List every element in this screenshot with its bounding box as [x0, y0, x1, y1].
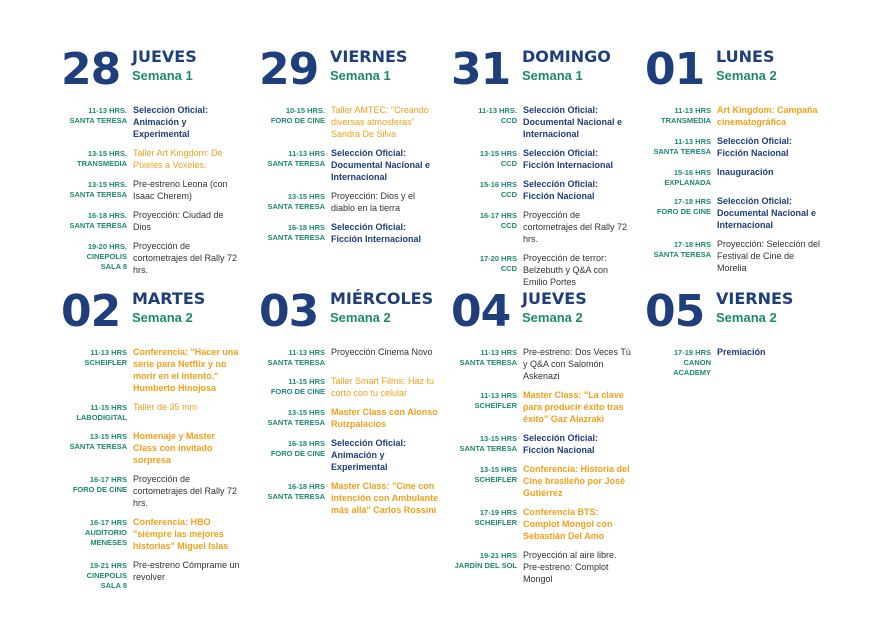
event-item — [259, 190, 449, 214]
day-number: 01 — [645, 44, 705, 95]
event-venue: SANTA TERESA — [69, 116, 127, 125]
event-venue-detail: MENESES — [90, 538, 127, 547]
event-title: Pre-estreno: Dos Veces Tú y Q&A con Salomón Askenazi — [523, 347, 631, 381]
week-label: Semana 2 — [716, 68, 777, 83]
event-when — [61, 178, 127, 202]
day-block — [259, 46, 449, 252]
event-when — [645, 238, 711, 274]
day-block — [259, 288, 449, 523]
event-item — [61, 559, 251, 591]
event-item — [259, 480, 449, 516]
event-time: 11-13 HRS — [480, 391, 517, 400]
event-item — [451, 209, 641, 245]
week-label: Semana 2 — [522, 310, 583, 325]
event-title: Inauguración — [717, 167, 774, 177]
event-title: Conferencia BTS: Complot Mongol con Sebastián Del Amo — [523, 507, 613, 541]
event-venue: SANTA TERESA — [267, 358, 325, 367]
event-item — [61, 516, 251, 552]
event-title: Selección Oficial: Ficción Nacional — [523, 179, 599, 201]
event-title: Premiación — [717, 347, 766, 357]
event-item — [61, 346, 251, 394]
event-when — [451, 506, 517, 542]
event-venue: SANTA TERESA — [267, 202, 325, 211]
event-when — [451, 389, 517, 425]
event-list — [61, 104, 251, 276]
event-when — [259, 104, 325, 140]
event-item — [61, 147, 251, 171]
event-title: Master Class con Alonso Ruizpalacios — [331, 407, 438, 429]
event-time: 16-18 HRS — [287, 223, 325, 232]
event-time: 19-21 HRS — [89, 561, 127, 570]
event-list — [259, 104, 449, 245]
event-venue: FORO DE CINE — [270, 449, 325, 458]
event-when — [645, 104, 711, 128]
event-time: 17-20 HRS — [479, 254, 517, 263]
event-title: Master Class: "La clave para producir éxito tras éxito" Gaz Alazraki — [523, 390, 624, 424]
day-name: MIÉRCOLES — [330, 289, 434, 308]
event-when — [645, 166, 711, 188]
event-time: 11-13 HRS — [288, 149, 325, 158]
event-time: 11-13 HRS — [674, 137, 711, 146]
event-time: 16-17 HRS — [479, 211, 517, 220]
event-item — [61, 209, 251, 233]
event-title: Selección Oficial: Documental Nacional e Internacional — [717, 196, 817, 230]
event-venue: EXPLANADA — [664, 178, 711, 187]
event-when — [61, 346, 127, 394]
event-venue: CCD — [500, 159, 517, 168]
event-when — [61, 209, 127, 233]
event-when — [61, 516, 127, 552]
day-header — [451, 288, 641, 340]
event-time: 17-19 HRS — [479, 508, 517, 517]
event-title: Selección Oficial: Ficción Nacional — [717, 136, 793, 158]
week-label: Semana 1 — [132, 68, 193, 83]
event-time: 17-18 HRS — [673, 240, 711, 249]
event-item — [645, 166, 835, 188]
event-time: 11-13 HRS — [288, 348, 325, 357]
event-item — [259, 346, 449, 368]
day-header — [259, 46, 449, 98]
event-time: 19-21 HRS — [479, 551, 517, 560]
event-venue: FORO DE CINE — [270, 387, 325, 396]
event-title: Taller Art Kingdom: De Píxeles a Voxeles. — [133, 148, 223, 170]
event-venue: CANON ACADEMY — [673, 358, 711, 377]
event-when — [645, 346, 711, 378]
event-title: Selección Oficial: Ficción Internacional — [523, 148, 614, 170]
event-venue: CINEPOLIS — [86, 252, 127, 261]
event-title: Selección Oficial: Ficción Internacional — [331, 222, 422, 244]
event-list — [645, 346, 835, 378]
event-item — [61, 473, 251, 509]
event-item — [61, 401, 251, 423]
day-name: JUEVES — [522, 289, 587, 308]
event-time: 13-15 HRS. — [87, 180, 127, 189]
event-venue: CCD — [500, 264, 517, 273]
event-when — [61, 559, 127, 591]
event-title: Selección Oficial: Documental Nacional e Internacional — [523, 105, 623, 139]
event-title: Taller AMTEC: "Creando diversas atmosferas" Sandra De Silva — [331, 105, 429, 139]
event-when — [259, 346, 325, 368]
event-when — [451, 104, 517, 140]
event-venue: SCHEIFLER — [474, 401, 517, 410]
day-block — [451, 288, 641, 592]
event-title: Master Class: "Cine con intención con Ambulante más allá" Carlos Rossini — [331, 481, 439, 515]
event-when — [61, 401, 127, 423]
event-item — [645, 238, 835, 274]
event-title: Proyección: Dios y el diablo en la tierra — [331, 191, 416, 213]
event-item — [61, 430, 251, 466]
event-venue-detail: SALA 8 — [100, 581, 127, 590]
week-label: Semana 1 — [330, 68, 391, 83]
day-block — [61, 46, 251, 283]
event-venue: SANTA TERESA — [653, 250, 711, 259]
event-item — [451, 432, 641, 456]
week-label: Semana 2 — [330, 310, 391, 325]
event-time: 13-15 HRS — [89, 432, 127, 441]
day-name: VIERNES — [716, 289, 794, 308]
event-time: 13-15 HRS. — [87, 149, 127, 158]
event-time: 13-15 HRS — [479, 434, 517, 443]
event-title: Pre-estreno Leona (con Isaac Cherem) — [133, 179, 228, 201]
event-when — [451, 147, 517, 171]
event-time: 16-17 HRS — [89, 475, 127, 484]
event-time: 16-17 HRS — [89, 518, 127, 527]
event-item — [451, 147, 641, 171]
event-item — [259, 104, 449, 140]
event-when — [451, 209, 517, 245]
day-number: 29 — [259, 44, 319, 95]
event-when — [61, 104, 127, 140]
event-title: Proyección de cortometrajes del Rally 72 hrs. — [133, 241, 238, 275]
event-item — [451, 252, 641, 288]
event-title: Proyección de cortometrajes del Rally 72 hrs. — [523, 210, 628, 244]
event-venue: TRANSMEDIA — [661, 116, 711, 125]
event-title: Proyección Cinema Novo — [331, 347, 433, 357]
week-label: Semana 2 — [716, 310, 777, 325]
day-name: JUEVES — [132, 47, 197, 66]
event-time: 11-13 HRS. — [478, 106, 517, 115]
event-when — [451, 252, 517, 288]
event-when — [259, 437, 325, 473]
event-time: 11-13 HRS — [480, 348, 517, 357]
event-item — [451, 346, 641, 382]
day-name: LUNES — [716, 47, 775, 66]
day-number: 05 — [645, 286, 705, 337]
event-venue: SANTA TERESA — [69, 190, 127, 199]
day-header — [645, 46, 835, 98]
event-venue: FORO DE CINE — [656, 207, 711, 216]
event-venue: SCHEIFLER — [474, 475, 517, 484]
event-item — [645, 195, 835, 231]
event-when — [451, 346, 517, 382]
event-title: Taller Smart Films: Haz tu corto con tu celular — [331, 376, 435, 398]
event-when — [451, 432, 517, 456]
event-title: Homenaje y Master Class con invitado sorpresa — [133, 431, 216, 465]
event-when — [259, 190, 325, 214]
event-when — [451, 549, 517, 585]
day-number: 04 — [451, 286, 511, 337]
event-title: Selección Oficial: Animación y Experimental — [331, 438, 407, 472]
event-time: 11-13 HRS — [674, 106, 711, 115]
event-when — [61, 240, 127, 276]
event-venue: AUDITORIO — [85, 528, 127, 537]
event-time: 15-16 HRS — [479, 180, 517, 189]
event-time: 11-13 HRS — [90, 348, 127, 357]
day-header — [451, 46, 641, 98]
event-when — [259, 147, 325, 183]
event-time: 17-18 HRS — [673, 197, 711, 206]
day-header — [61, 46, 251, 98]
event-list — [645, 104, 835, 274]
event-when — [61, 430, 127, 466]
day-name: DOMINGO — [522, 47, 611, 66]
event-item — [259, 221, 449, 245]
event-item — [259, 375, 449, 399]
event-title: Proyección de cortometrajes del Rally 72 hrs. — [133, 474, 238, 508]
event-item — [645, 346, 835, 378]
day-name: VIERNES — [330, 47, 408, 66]
event-item — [451, 389, 641, 425]
event-time: 15-16 HRS — [673, 168, 711, 177]
event-venue: SANTA TERESA — [653, 147, 711, 156]
event-time: 13-15 HRS — [287, 192, 325, 201]
event-venue: CINEPOLIS — [86, 571, 127, 580]
event-venue: SANTA TERESA — [459, 358, 517, 367]
event-venue: CCD — [500, 116, 517, 125]
event-item — [645, 135, 835, 159]
event-venue: JARDÍN DEL SOL — [454, 561, 517, 570]
day-header — [645, 288, 835, 340]
event-title: Proyección de terror: Belzebuth y Q&A con Emilio Portes — [523, 253, 609, 287]
event-venue: FORO DE CINE — [72, 485, 127, 494]
event-item — [451, 178, 641, 202]
event-venue: SANTA TERESA — [267, 159, 325, 168]
event-venue: SANTA TERESA — [459, 444, 517, 453]
event-venue: SANTA TERESA — [267, 418, 325, 427]
event-list — [61, 346, 251, 591]
event-time: 10-15 HRS. — [285, 106, 325, 115]
event-item — [61, 240, 251, 276]
day-number: 03 — [259, 286, 319, 337]
event-venue: CCD — [500, 190, 517, 199]
event-item — [451, 506, 641, 542]
event-venue: SANTA TERESA — [267, 233, 325, 242]
event-title: Selección Oficial: Ficción Nacional — [523, 433, 599, 455]
event-time: 16-18 HRS. — [87, 211, 127, 220]
day-name: MARTES — [132, 289, 206, 308]
event-item — [451, 104, 641, 140]
event-list — [451, 104, 641, 288]
event-when — [259, 406, 325, 430]
event-when — [61, 473, 127, 509]
event-time: 13-15 HRS — [479, 149, 517, 158]
day-number: 02 — [61, 286, 121, 337]
day-header — [61, 288, 251, 340]
day-block — [61, 288, 251, 598]
day-block — [645, 288, 835, 385]
event-title: Selección Oficial: Documental Nacional e Internacional — [331, 148, 431, 182]
event-when — [61, 147, 127, 171]
event-title: Art Kingdom: Campaña cinematográfica — [717, 105, 818, 127]
event-title: Conferencia: "Hacer una serie para Netflix y no morir en el intento." Humberto Hinojosa — [133, 347, 239, 393]
event-when — [259, 375, 325, 399]
event-time: 11-15 HRS — [90, 403, 127, 412]
event-venue: FORO DE CINE — [270, 116, 325, 125]
event-item — [451, 549, 641, 585]
event-when — [259, 480, 325, 516]
event-list — [259, 346, 449, 516]
event-venue: SANTA TERESA — [267, 492, 325, 501]
event-when — [451, 178, 517, 202]
event-venue: SANTA TERESA — [69, 442, 127, 451]
event-time: 19-20 HRS. — [87, 242, 127, 251]
week-label: Semana 2 — [132, 310, 193, 325]
event-item — [645, 104, 835, 128]
event-venue: SCHEIFLER — [84, 358, 127, 367]
event-when — [451, 463, 517, 499]
day-number: 28 — [61, 44, 121, 95]
event-time: 13-15 HRS — [479, 465, 517, 474]
day-header — [259, 288, 449, 340]
event-title: Pre-estreno Cómprame un revolver — [133, 560, 240, 582]
event-venue: SCHEIFLER — [474, 518, 517, 527]
event-venue: LABODIGITAL — [76, 413, 127, 422]
week-label: Semana 1 — [522, 68, 583, 83]
event-time: 17-19 HRS — [673, 348, 711, 357]
event-venue: SANTA TERESA — [69, 221, 127, 230]
event-title: Proyección: Selección del Festival de Cine de Morelia — [717, 239, 821, 273]
event-when — [645, 195, 711, 231]
day-number: 31 — [451, 44, 511, 95]
event-time: 16-18 HRS — [287, 482, 325, 491]
event-item — [259, 147, 449, 183]
event-time: 11-15 HRS — [288, 377, 325, 386]
event-item — [61, 104, 251, 140]
event-item — [259, 406, 449, 430]
event-when — [259, 221, 325, 245]
event-title: Selección Oficial: Animación y Experimental — [133, 105, 209, 139]
event-title: Conferencia: Historia del Cine brasileño por José Gutiérrez — [523, 464, 630, 498]
event-time: 16-18 HRS — [287, 439, 325, 448]
event-title: Conferencia: HBO "siempre las mejores historias" Miguel Islas — [133, 517, 229, 551]
event-item — [451, 463, 641, 499]
event-list — [451, 346, 641, 585]
event-title: Proyección al aire libre. Pre-estreno: Complot Mongol — [523, 550, 617, 584]
event-venue-detail: SALA 8 — [100, 262, 127, 271]
event-time: 13-15 HRS — [287, 408, 325, 417]
event-title: Taller de 35 mm — [133, 402, 198, 412]
event-when — [645, 135, 711, 159]
day-block — [645, 46, 835, 281]
event-title: Proyección: Ciudad de Dios — [133, 210, 224, 232]
event-time: 11-13 HRS. — [88, 106, 127, 115]
event-venue: TRANSMEDIA — [77, 159, 127, 168]
day-block — [451, 46, 641, 295]
event-item — [259, 437, 449, 473]
event-item — [61, 178, 251, 202]
event-venue: CCD — [500, 221, 517, 230]
